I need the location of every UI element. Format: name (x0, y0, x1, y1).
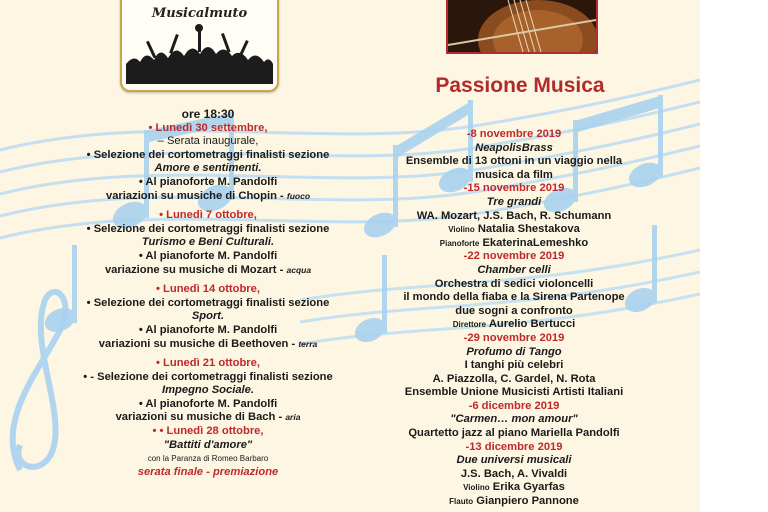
cello-photo (446, 0, 598, 54)
event-music: variazioni su musiche di Beethoven - terra (98, 337, 318, 350)
event-date: • • Lunedì 28 ottobre, (152, 425, 264, 438)
event-piano: • Al pianoforte M. Pandolfi (138, 397, 278, 410)
final-note: con la Paranza di Romeo Barbaro (147, 454, 269, 464)
event-date: -13 dicembre 2019 (465, 440, 563, 453)
event-line: musica da film (475, 168, 553, 181)
event-line: WA. Mozart, J.S. Bach, R. Schumann (416, 209, 612, 222)
event-line: Ensemble Unione Musicisti Artisti Italiani (404, 386, 624, 399)
event-date: • Lunedì 30 settembre, (148, 121, 268, 134)
event-line: • Selezione dei cortometraggi finalisti sezione (86, 296, 330, 309)
event-title: "Carmen… mon amour" (450, 413, 578, 426)
event-credit: Direttore Aurelio Bertucci (452, 318, 576, 331)
event-title: Profumo di Tango (466, 345, 562, 358)
logo-title: Musicalmuto (151, 6, 248, 21)
event-line: • Selezione dei cortometraggi finalisti sezione (86, 148, 330, 161)
event-line: due sogni a confronto (455, 304, 573, 317)
event-line: J.S. Bach, A. Vivaldi (460, 467, 568, 480)
event-theme: Sport. (191, 310, 225, 323)
time-label: ore 18:30 (181, 107, 235, 121)
event-theme: Amore e sentimenti. (154, 162, 262, 175)
event-credit: Flauto Gianpiero Pannone (449, 495, 579, 508)
event-line: • Selezione dei cortometraggi finalisti sezione (86, 222, 330, 235)
musicalmuto-logo (120, 0, 279, 92)
event-theme: Impegno Sociale. (161, 384, 254, 397)
event-music: variazioni su musiche di Bach - aria (115, 411, 301, 424)
event-title: NeapolisBrass (475, 141, 553, 154)
event-date: • Lunedì 7 ottobre, (159, 209, 257, 222)
event-credit: Violino Erika Gyarfas (463, 481, 565, 494)
final-title: "Battiti d'amore" (163, 438, 253, 451)
event-piano: • Al pianoforte M. Pandolfi (138, 175, 278, 188)
event-date: -22 novembre 2019 (463, 250, 565, 263)
event-line: • - Selezione dei cortometraggi finalisti sezione (83, 370, 333, 383)
event-line: – Serata inaugurale, (157, 135, 259, 148)
event-line: il mondo della fiaba e la Sirena Partenope (403, 291, 625, 304)
event-music: variazione su musiche di Mozart - acqua (104, 263, 312, 276)
event-title: Due universi musicali (456, 454, 572, 467)
event-line: Orchestra di sedici violoncelli (434, 277, 594, 290)
event-line: Quartetto jazz al piano Mariella Pandolfi (408, 427, 620, 440)
event-date: -6 dicembre 2019 (468, 399, 560, 412)
event-piano: • Al pianoforte M. Pandolfi (138, 323, 278, 336)
event-music: variazioni su musiche di Chopin - fuoco (105, 189, 311, 202)
right-program (352, 128, 676, 509)
event-date: -15 novembre 2019 (463, 182, 565, 195)
event-line: A. Piazzolla, C. Gardel, N. Rota (432, 372, 596, 385)
left-program (48, 108, 368, 479)
audience-silhouette (126, 24, 273, 84)
event-title: Chamber celli (477, 263, 551, 276)
event-date: -8 novembre 2019 (466, 128, 562, 140)
event-date: • Lunedì 14 ottobre, (156, 283, 260, 296)
event-title: Tre grandi (486, 195, 542, 208)
event-piano: • Al pianoforte M. Pandolfi (138, 249, 278, 262)
event-credit: Pianoforte EkaterinaLemeshko (439, 236, 589, 249)
event-line: I tanghi più celebri (464, 359, 564, 372)
event-credit: Violino Natalia Shestakova (448, 223, 580, 236)
final-closing: serata finale - premiazione (137, 465, 279, 478)
event-line: Ensemble di 13 ottoni in un viaggio nella (405, 155, 623, 168)
passione-musica-title: Passione Musica (435, 74, 605, 97)
event-date: -29 novembre 2019 (463, 331, 565, 344)
event-date: • Lunedì 21 ottobre, (156, 357, 260, 370)
event-theme: Turismo e Beni Culturali. (141, 236, 275, 249)
